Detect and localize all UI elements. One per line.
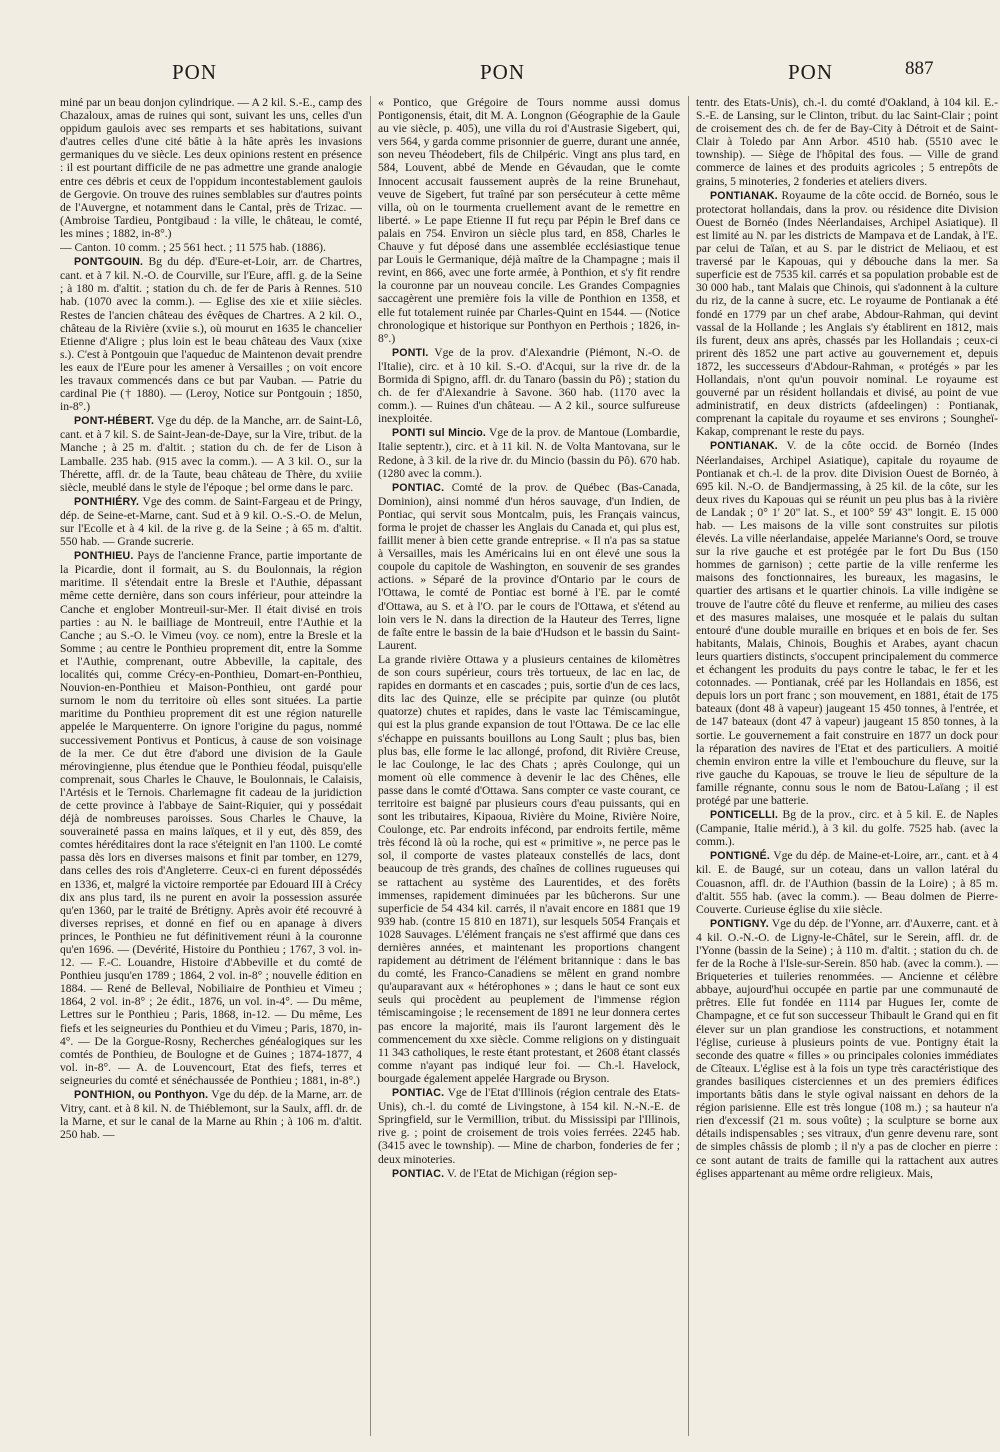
entry-text: Vge du dép. de la Marne, arr. de Vitry, cant. et à 8 kil. N. de Thiéblemont, sur la Saulx, affl. dr. de la Marne, et sur le canal de la Marne au Rhin ; à 106 m. d'altit. 250 hab. —: [60, 1088, 362, 1142]
entry-headword: PONTI.: [392, 346, 429, 359]
entry-text: Royaume de la côte occid. de Bornéo, sous le protectorat hollandais, dans la prov. ou résidence dite Division Ouest de Bornéo (Indes Néerlandaises, Archipel Asiatique). Il est limité au N. par les districts de Mampava et de Landak, à l'E. par celui de Taïan, et au S. par le district de Meliaou, et est traversé par le Kapouas, qui y débouche dans la mer. Sa superficie est de 7535 kil. carrés et sa population probable est de 30 000 hab., tant Malais que Chinois, qui s'adonnent à la culture du riz, de la canne à sucre, etc. Le royaume de Pontianak a été fondé en 1779 par un chef arabe, Abdour-Rahman, qui devint vassal de la Hollande ; les Anglais s'y établirent en 1812, mais ils furent, deux ans après, chassés par les Hollandais ; ceux-ci prirent dès 1852 une part active au gouvernement et, depuis 1872, les successeurs d'Abdour-Rahman, « protégés » par les Hollandais, n'ont qu'un pouvoir nominal. Le royaume est gouverné par un résident hollandais et divisé, au point de vue administratif, en deux districts (afdeelingen) : Pontianak, comprenant la capitale du royaume et ses environs ; Soungheï-Kakap, comprenant le reste du pays.: [696, 188, 998, 439]
entry-text: tentr. des Etats-Unis), ch.-l. du comté d'Oakland, à 104 kil. E.-S.-E. de Lansing, sur le Clinton, tribut. du lac Saint-Clair ; point de croisement des ch. de fer de Bay-City à Détroit et de Saint-Clair à Toledo par Ann Arbor. 4510 hab. (5510 avec le township). — Siège de l'hôpital des fous. — Ville de grand commerce de laines et des produits agricoles ; 5 entrepôts de grains, 5 minoteries, 2 fonderies et ateliers divers.: [696, 96, 998, 188]
entry-continuation: [60, 241, 362, 254]
entry-text: Vge de l'Etat d'Illinois (région centrale des Etats-Unis), ch.-l. du comté de Livingstone, à 154 kil. N.-N.-E. de Springfield, sur le Vermillion, tribut. du Mississipi par l'Illinois, rive g. ; point de croisement de trois voies ferrées. 2245 hab. (3415 avec le township). — Mine de charbon, fonderies de fer ; deux minoteries.: [378, 1086, 680, 1166]
dictionary-entry: [696, 189, 998, 439]
running-head-left: PON: [172, 60, 218, 84]
entry-text: — Canton. 10 comm. ; 25 561 hect. ; 11 575 hab. (1886).: [60, 241, 326, 255]
entry-headword: PONTHIÉRY.: [74, 495, 140, 508]
dictionary-entry: [60, 1088, 362, 1141]
entry-headword: PONTIANAK.: [710, 440, 778, 453]
page-number: 887: [905, 58, 934, 79]
entry-headword: PONTHIEU.: [74, 550, 134, 563]
text-column-2: [378, 96, 680, 1436]
entry-text: Vge du dép. de Maine-et-Loire, arr., cant. et à 4 kil. E. de Baugé, sur un coteau, dans un vallon latéral du Couasnon, affl. dr. de l'Authion (bassin de la Loire) ; à 85 m. d'altit. 555 hab. (avec la comm.). — Beau dolmen de Pierre-Couverte. Curieuse église du xiie siècle.: [696, 849, 998, 916]
entry-headword: PONTICELLI.: [710, 809, 779, 822]
entry-headword: PONTIAC.: [392, 1167, 445, 1180]
entry-headword: PONTIANAK.: [710, 189, 778, 202]
column-divider: [370, 96, 371, 1436]
entry-text: V. de l'Etat de Michigan (région sep-: [446, 1166, 618, 1180]
dictionary-entry: [696, 808, 998, 848]
running-head-center: PON: [480, 60, 526, 84]
dictionary-entry: [60, 255, 362, 413]
entry-headword: PONTIGNÉ.: [710, 850, 771, 863]
dictionary-entry: [60, 549, 362, 1087]
entry-headword: PONTI sul Mincio.: [392, 427, 487, 440]
entry-headword: PONTIAC.: [392, 1087, 445, 1100]
entry-text: « Pontico, que Grégoire de Tours nomme aussi domus Pontigonensis, était, dit M. A. Longnon (Géographie de la Gaule au vie siècle, p. 405), une villa du roi d'Austrasie Sigebert, qui, vers 564, y garda comme prisonnier de guerre, durant une année, son neveu Théodebert, fils de Chilpéric. Vingt ans plus tard, en 584, Louvent, abbé de Mende en Gévaudan, que le comte Innocent accusait faussement auprès de la reine Brunehaut, veuve de Sigebert, fut traîné par son persécuteur à cette même villa, où on le tourmenta cruellement avant de le remettre en liberté. » Le pape Etienne II fut reçu par Pépin le Bref dans ce palais en 754. Environ un siècle plus tard, en 858, Charles le Chauve y fut déposé dans une assemblée ecclésiastique tenue par Louis le Germanique, déjà maître de la Champagne ; mais il revint, en 866, avec une forte armée, à Ponthion, et s'y fit rendre la couronne par un nouveau concile. Les Grandes Compagnies saccagèrent une première fois la ville de Ponthion en 1358, et elle fut totalement ruinée par Charles-Quint en 1544. — (Notice chronologique et historique sur Ponthyon en Perthois ; 1826, in-8°.): [378, 96, 680, 345]
entry-continuation: [696, 96, 998, 188]
dictionary-entry: [378, 1167, 680, 1181]
entry-headword: PONTGOUIN.: [74, 256, 144, 269]
entry-headword: PONTIGNY.: [710, 917, 769, 930]
dictionary-entry: [378, 1086, 680, 1166]
entry-text: Bg du dép. d'Eure-et-Loir, arr. de Chartres, cant. et à 7 kil. N.-O. de Courville, sur l'Eure, affl. g. de la Seine ; à 180 m. d'altit. ; station du ch. de fer de Paris à Rennes. 510 hab. (1070 avec la comm.). — Eglise des xie et xiiie siècles. Restes de l'ancien château des évêques de Chartres. A 2 kil. O., château de la Rivière (xviie s.), où mourut en 1635 le chancelier Etienne d'Aligre ; plus loin est le beau château des Vaux (xixe s.). C'est à Pontgouin que l'aqueduc de Maintenon devait prendre les eaux de l'Eure pour les amener à Versailles ; on voit encore les travaux commencés dans ce but par Vauban. — Patrie du cardinal Pie († 1880). — (Leroy, Notice sur Pontgouin ; 1850, in-8°.): [60, 255, 362, 414]
entry-headword: PONTIAC.: [392, 481, 445, 494]
entry-headword: PONTHION, ou Ponthyon.: [74, 1089, 209, 1102]
running-head-right: PON: [788, 60, 834, 84]
entry-text: Vge de la prov. d'Alexandrie (Piémont, N.-O. de l'Italie), circ. et à 10 kil. S.-O. d'Acqui, sur la rive dr. de la Bormida di Spigno, affl. dr. du Tanaro (bassin du Pô) ; station du ch. de fer d'Alexandrie à Savone. 360 hab. (1170 avec la comm.). — Ruines d'un château. — A 2 kil., source sulfureuse inexploitée.: [378, 345, 680, 426]
dictionary-entry: [378, 426, 680, 479]
dictionary-entry: [60, 414, 362, 494]
entry-text: V. de la côte occid. de Bornéo (Indes Néerlandaises, Archipel Asiatique), capitale du royaume de Pontianak et ch.-l. de la prov. dite Division Ouest de Bornéo, à 695 kil. N.-O. de Bandjermassing, à 25 kil. de la côte, sur les deux rives du Kapouas qui se réunit un peu plus bas à la rivière de Landak ; 0° 1' 20" lat. S., et 100° 59' 43" longit. E. 15 000 hab. — Les maisons de la ville sont construites sur pilotis élevés. La ville néerlandaise, appelée Marianne's Oord, se trouve sur la rive gauche et est protégée par le fort Du Bus (150 hommes de garnison) ; cette partie de la ville renferme les maisons des fonctionnaires, les bureaux, les magasins, le quartier des artisans et le quartier chinois. La ville indigène se trouve de l'autre côté du fleuve et renferme, au milieu des cases et des masures malaises, une mosquée et le palais du sultan entouré d'une double muraille en briques et en bois de fer. Ses habitants, Malais, Chinois, Boughis et Arabes, ayant chacun leurs quartiers distincts, s'occupent principalement du commerce et échangent les produits du pays contre le tabac, le fer et les cotonnades. — Pontianak, créé par les Hollandais en 1856, est depuis lors un port franc ; son mouvement, en 1881, était de 175 bateaux (dont 48 à vapeur) jaugeant 15 450 tonnes, à l'entrée, et de 147 bateaux (dont 47 à vapeur) jaugeant 15 850 tonnes, à la sortie. Le gouvernement a fait construire en 1877 un dock pour la réparation des navires de l'Etat et des particuliers. A moitié chemin environ entre la ville et l'embouchure du fleuve, sur la rive gauche du Kapouas, se trouve le lieu de sépulture de la famille régnante, connu sous le nom de Batou-Laïang ; il est protégé par une batterie.: [696, 439, 998, 807]
dictionary-entry: [378, 346, 680, 426]
dictionary-entry: [378, 481, 680, 652]
entry-text: miné par un beau donjon cylindrique. — A 2 kil. S.-E., camp des Chazaloux, amas de ruines qui sont, suivant les uns, celles d'un oppidum gaulois avec ses remparts et ses habitations, suivant d'autres celles d'une cité bâtie à la hâte après les invasions germaniques du ve siècle. Les deux opinions restent en présence : il est pourtant difficile de ne pas admettre une grande analogie entre ces débris et ceux de l'oppidum incontestablement gaulois de Gergovie. On trouve des ruines semblables sur d'autres points de l'Auvergne, et notamment dans le Cantal, près de Trizac. — (Ambroise Tardieu, Pontgibaud : la ville, le château, le comté, les mines ; 1882, in-8°.): [60, 96, 362, 240]
dictionary-entry: [696, 849, 998, 915]
text-column-3: [696, 96, 998, 1436]
entry-text: Bg de la prov., circ. et à 5 kil. E. de Naples (Campanie, Italie mérid.), à 3 kil. du golfe. 7525 hab. (avec la comm.).: [696, 808, 998, 849]
entry-text: Vge du dép. de la Manche, arr. de Saint-Lô, cant. et à 7 kil. S. de Saint-Jean-de-Daye, sur la Vire, tribut. de la Manche ; à 25 m. d'altit. ; station du ch. de fer de Lison à Lamballe. 235 hab. (915 avec la comm.). — A 3 kil. O., sur la Thérette, affl. dr. de la Taute, beau château de Thère, du xviiie siècle, meublé dans le style de l'époque ; bel orme dans le parc.: [60, 414, 362, 494]
text-column-1: [60, 96, 362, 1436]
entry-headword: PONT-HÉBERT.: [74, 415, 155, 428]
column-divider: [688, 96, 689, 1436]
dictionary-entry: [60, 495, 362, 548]
entry-text: Vge de la prov. de Mantoue (Lombardie, Italie septentr.), circ. et à 11 kil. N. de Volta Mantovana, sur le Redone, à 3 kil. de la rive dr. du Mincio (bassin du Pô). 670 hab. (1280 avec la comm.).: [378, 426, 680, 480]
entry-text: La grande rivière Ottawa y a plusieurs centaines de kilomètres de son cours supérieur, cours très tortueux, de lac en lac, de rapides en dormants et en cascades ; puis, sortie d'un de ces lacs, dits lac des Quinze, elle se précipite par quinze (ou plutôt quatorze) chutes et rapides, dans le vaste lac Témiscamingue, qui est la plus grande expansion de tout l'Ottawa. De ce lac elle s'échappe en puissants bouillons au Long Sault ; plus bas, bien plus bas, elle forme le lac allongé, profond, dit Rivière Creuse, le lac Coulonge, le lac des Chats ; après Coulonge, qui un moment où elle commence à devenir le lac des Chênes, elle passe dans le comté d'Ottawa. Sans compter ce vaste courant, ce territoire est baigné par plusieurs cours d'eau puissants, qui en sont les tributaires, Kipaoua, Rivière du Moine, Rivière Noire, Coulonge, etc. Par endroits infécond, par endroits fertile, même très fécond là où la roche, qui est « primitive », ne perce pas le sol, il comporte de vastes plateaux constellés de lacs, dont beaucoup de très grands, des chaînes de collines rugueuses qui se rattachent au système des Laurentides, et des forêts immenses, rapidement diminuées par les bûcherons. Sur une superficie de 54 434 kil. carrés, il n'avait encore en 1881 que 19 939 hab. (contre 15 810 en 1871), sur lesquels 5054 Français et 1028 Sauvages. L'élément français ne s'est affirmé que dans ces dernières années, et maintenant les proportions changent rapidement au détriment de l'élément britannique : dans le bas du comté, les Franco-Canadiens se mêlent en grand nombre qu'auparavant aux « hétérophones » ; dans le haut ce sont eux seuls qui procèdent au peuplement de l'immense région témiscamingoise ; le recensement de 1891 ne leur donnera certes pas encore la majorité, mais ils l'auront largement dès le commencement du xxe siècle. Comme religions on y distinguait 11 343 catholiques, le reste étant protestant, et 2608 étant classés comme n'ayant pas indiqué leur foi. — Ch.-l. Havelock, bourgade également appelée Hargrade ou Bryson.: [378, 652, 680, 1085]
entry-text: Comté de la prov. de Québec (Bas-Canada, Dominion), ainsi nommé d'un héros sauvage, d'un Indien, de Pontiac, qui servit sous Montcalm, puis, les Français vaincus, forma le projet de chasser les Anglais du Canada et, qui plus est, faillit mener à bien cette grande entreprise. « Il n'a pas sa statue à Versailles, mais les Américains lui en ont élevé une sous la coupole du capitole de Washington, en souvenir de ses grandes actions. » Séparé de la province d'Ontario par le cours de l'Ottawa, le comté de Pontiac est borné à l'E. par le comté d'Ottawa, au S. et à l'O. par le cours de l'Ottawa, et s'étend au loin vers le N. dans la direction de la Hauteur des Terres, ligne de faîte entre le bassin de la baie d'Hudson et le bassin du Saint-Laurent.: [378, 480, 680, 652]
entry-continuation: [378, 653, 680, 1085]
entry-continuation: [60, 96, 362, 240]
entry-continuation: [378, 96, 680, 345]
dictionary-entry: [696, 439, 998, 807]
dictionary-entry: [696, 917, 998, 1180]
entry-text: Pays de l'ancienne France, partie importante de la Picardie, dont il formait, au S. du Boulonnais, la région maritime. Il s'étendait entre la Bresle et l'Authie, dépassant même cette dernière, dans son cours inférieur, pour atteindre la Canche et englober Montreuil-sur-Mer. Il était divisé en trois parties : au N. le bailliage de Montreuil, entre l'Authie et la Canche ; au S.-O. le Vimeu (voy. ce nom), entre la Bresle et la Somme ; au centre le Ponthieu proprement dit, entre la Somme et l'Authie, comprenant, outre Abbeville, la capitale, des localités qui, comme Crécy-en-Ponthieu, Domart-en-Ponthieu, Nouvion-en-Ponthieu et Maison-Ponthieu, ont gardé pour surnom le nom du territoire où elles sont situées. La partie maritime du Ponthieu proprement dit est une région naturelle appelée le Marquenterre. On ignore l'origine du pagus, nommé successivement Pontivus et Ponticus, à cause de son voisinage de la mer. Ce dut être d'abord une division de la Gaule mérovingienne, plus étendue que le Ponthieu féodal, puisqu'elle comprenait, sous Charles le Chauve, le Boulonnais, le Calaisis, l'Artésis et le Ternois. Charlemagne fit cadeau de la juridiction de cette province à l'abbaye de Saint-Riquier, qui y possédait déjà de nombreuses paroisses. Sous Charles le Chauve, la souveraineté passa en mains laïques, et il y eut, dès 859, des comtes héréditaires dont la race s'éteignit en l'an 1100. Le comté passa dès lors en diverses maisons et finit par tomber, en 1279, dans celles des rois d'Angleterre. Ceux-ci en furent dépossédés en 1336, et, malgré la victoire remportée par Edouard III à Crécy dix ans plus tard, ils ne purent en avoir la possession assurée qu'en 1360, par le traité de Brétigny. Après avoir été recouvré à diverses reprises, et donné en fief ou en apanage à divers princes, le Ponthieu ne fut définitivement réuni à la couronne qu'en 1696. — (Devérité, Histoire du Ponthieu ; 1767, 3 vol. in-12. — F.-C. Louandre, Histoire d'Abbeville et du comté de Ponthieu jusqu'en 1789 ; 1864, 2 vol. in-8° ; nouvelle édition en 1884. — René de Belleval, Nobiliaire de Ponthieu et Vimeu ; 1864, 2 vol. in-8° ; 2e édit., 1876, un vol. in-4°. — Du même, Lettres sur le Ponthieu ; Paris, 1868, in-12. — Du même, Les fiefs et les seigneuries du Ponthieu et du Vimeu ; Paris, 1870, in-4°. — De la Gorgue-Rosny, Recherches généalogiques sur les comtés de Ponthieu, de Boulogne et de Guines ; 1874-1877, 4 vol. in-8°. — A. de Louvencourt, Etat des fiefs, terres et seigneuries du comté et sénéchaussée de Ponthieu ; 1881, in-8°.): [60, 549, 362, 1087]
entry-text: Vge du dép. de l'Yonne, arr. d'Auxerre, cant. et à 4 kil. O.-N.-O. de Ligny-le-Châtel, sur le Serein, affl. dr. de l'Yonne (bassin de la Seine) ; à 110 m. d'altit. ; station du ch. de fer de la Roche à l'Isle-sur-Serein. 850 hab. (avec la comm.). — Briqueteries et tuileries renommées. — Ancienne et célèbre abbaye, aujourd'hui occupée en partie par une communauté de prêtres. Elle fut fondée en 1114 par Hugues Ier, comte de Champagne, et ce fut son successeur Thibault le Grand qui en fit élever sur un plan grandiose les constructions, et notamment l'église, curieuse à plusieurs points de vue. Pontigny était la seconde des quatre « filles » ou principales colonies immédiates de Cîteaux. L'église est à la fois un type très caractéristique des grandes basiliques cisterciennes et un des premiers édifices importants bâtis dans le style ogival naissant en dehors de la région parisienne. Elle est très longue (108 m.) ; sa hauteur n'a rien d'excessif (21 m. sous voûte) ; la sculpture se borne aux détails indispensables ; ses vitraux, d'un genre devenu rare, sont de simples châssis de plomb ; il n'y a pas de clocher en pierre : ce sont autant de traits de famille qui la rattachent aux autres églises appartenant au même ordre religieux. Mais,: [696, 916, 998, 1180]
entry-text: Vge des comm. de Saint-Fargeau et de Pringy, dép. de Seine-et-Marne, cant. Sud et à 9 kil. O.-S.-O. de Melun, sur l'Ecolle et à 4 kil. de la rive g. de la Seine ; à 65 m. d'altit. 550 hab. — Grande sucrerie.: [60, 494, 362, 549]
